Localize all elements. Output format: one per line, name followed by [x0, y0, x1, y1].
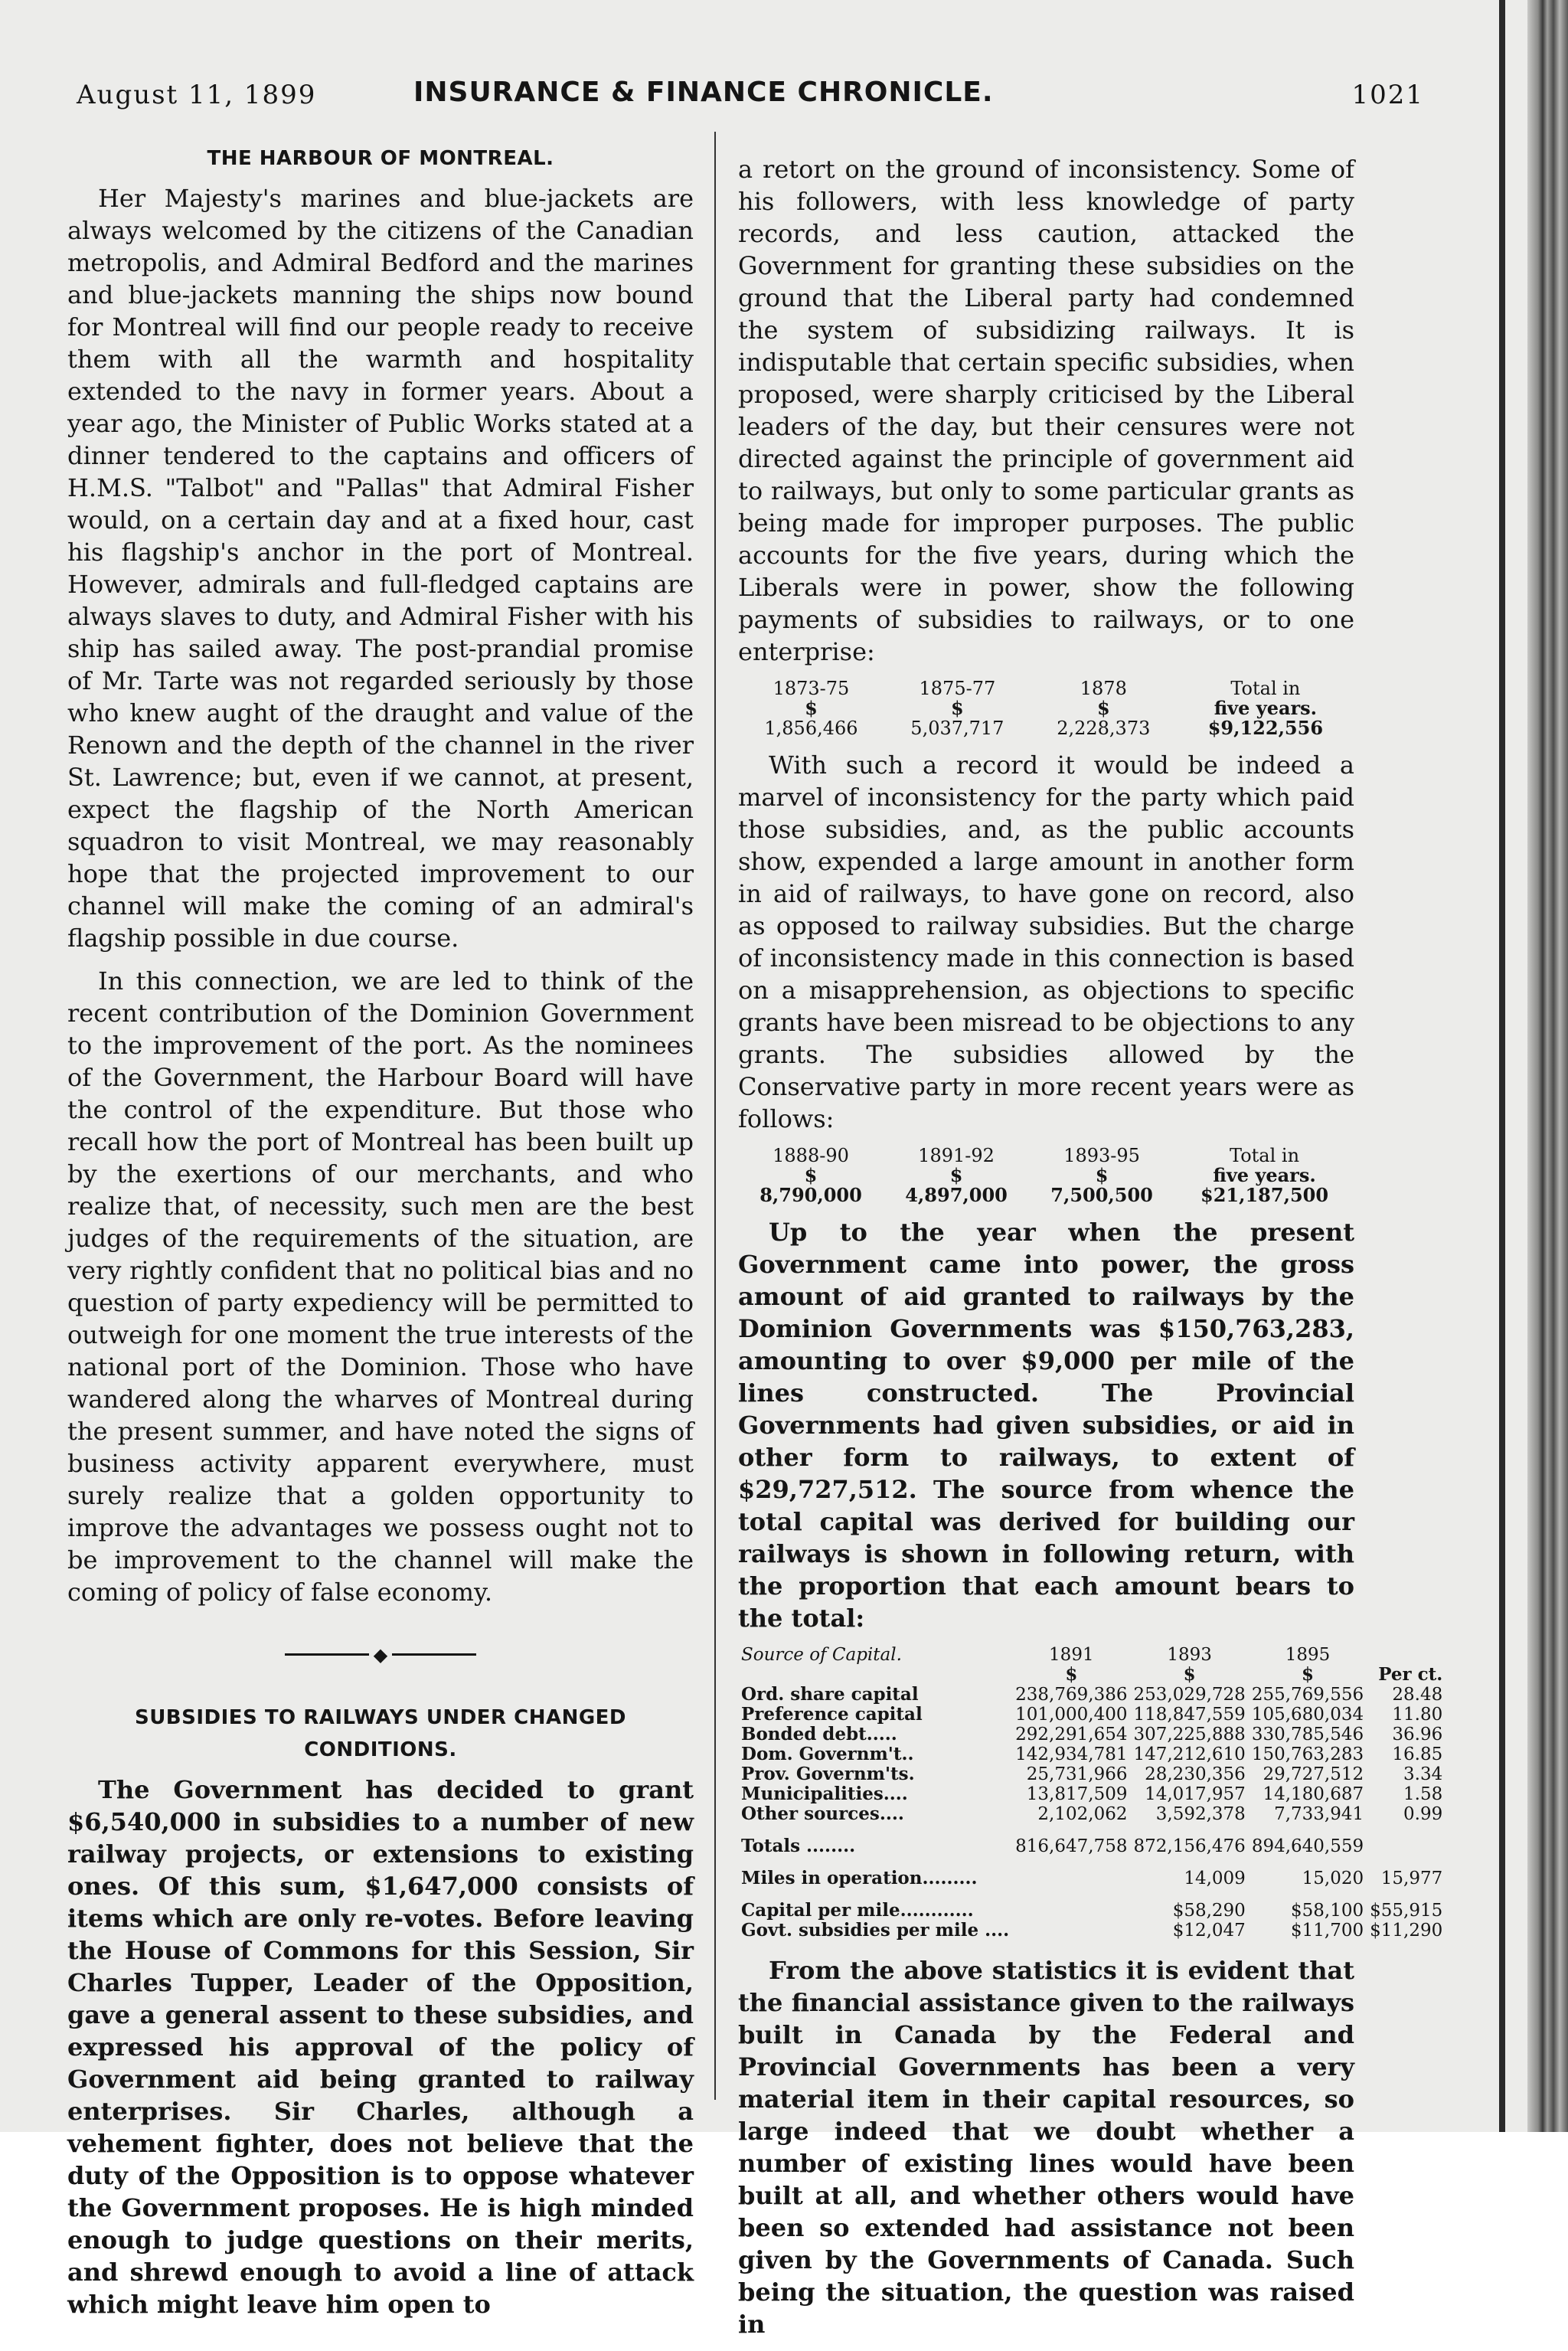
table-cell: 1.58 — [1403, 1784, 1443, 1804]
table-cell: 15,020 — [1302, 1869, 1364, 1888]
row-label: Capital per mile............ — [741, 1900, 974, 1921]
table-cell: 28,230,356 — [1145, 1764, 1246, 1784]
table-cell: 307,225,888 — [1133, 1725, 1246, 1744]
table-cell: 14,180,687 — [1263, 1784, 1364, 1804]
row-label: Ord. share capital — [741, 1684, 919, 1705]
table-row — [738, 1725, 1446, 1744]
amount-cell: 8,790,000 — [760, 1184, 862, 1206]
subheader-cell: $ — [1183, 1664, 1196, 1685]
unit-cell: $ — [804, 1164, 818, 1186]
article-heading-subsidies — [67, 1702, 694, 1766]
heading-line: SUBSIDIES TO RAILWAYS UNDER CHANGED — [134, 1705, 627, 1729]
table-cell: 150,763,283 — [1251, 1744, 1364, 1764]
table-cell: 28.48 — [1392, 1685, 1443, 1705]
table-cell: 3.34 — [1403, 1764, 1443, 1784]
ornament-rule — [392, 1653, 476, 1656]
row-label: Other sources.... — [741, 1803, 904, 1824]
row-label: Preference capital — [741, 1704, 923, 1725]
unit-cell: five years. — [1213, 1164, 1316, 1186]
table-cell — [1367, 1824, 1446, 1856]
table-cell: 816,647,758 — [1015, 1836, 1128, 1856]
table-cell: 253,029,728 — [1133, 1685, 1246, 1705]
table-cell: 14,017,957 — [1145, 1784, 1246, 1804]
row-label: Prov. Governm'ts. — [741, 1764, 915, 1784]
table-cell: 15,977 — [1380, 1869, 1443, 1888]
table-cell: 101,000,400 — [1015, 1705, 1128, 1725]
unit-cell: $ — [949, 1164, 963, 1186]
row-label: Dom. Governm't.. — [741, 1744, 914, 1764]
period-cell: 1891-92 — [918, 1145, 995, 1166]
unit-cell: $ — [951, 697, 964, 719]
table-cell: 13,817,509 — [1026, 1784, 1128, 1804]
table-cell: 11.80 — [1392, 1705, 1443, 1725]
amount-cell: 2,228,373 — [1057, 718, 1151, 739]
table-cell: 255,769,556 — [1251, 1685, 1364, 1705]
capital-per-mile-row — [738, 1888, 1446, 1921]
table-cell: 2,102,062 — [1037, 1804, 1128, 1824]
unit-cell: $ — [1096, 697, 1110, 719]
right-column — [738, 153, 1443, 2351]
issue-date: August 11, 1899 — [77, 80, 317, 110]
table-row — [738, 1784, 1446, 1804]
unit-cell: five years. — [1214, 697, 1318, 719]
miles-row — [738, 1856, 1446, 1888]
table-cell: 292,291,654 — [1015, 1725, 1128, 1744]
table-cell: $11,700 — [1291, 1921, 1364, 1941]
amount-cell: 4,897,000 — [905, 1184, 1008, 1206]
table-cell — [1012, 1856, 1130, 1888]
article-heading-harbour: THE HARBOUR OF MONTREAL. — [207, 147, 554, 170]
unit-cell: $ — [805, 697, 818, 719]
subheader-cell: Per ct. — [1378, 1664, 1443, 1685]
row-label: Bonded debt..... — [741, 1724, 897, 1744]
paragraph: From the above statistics it is evident that the financial assistance given to the railways built in Canada by the Federal and Provincial Governments has been a very material item in their capital resources, so large indeed that we doubt whether a number of existing lines would have been built at all, and whether others would have been so extended had assistance not been given by the Governments of Canada. Such being the situation, the question was raised in — [738, 1956, 1354, 2339]
paragraph: Up to the year when the present Government came into power, the gross amount of aid granted to railways by the Dominion Governments was $150,763,283, amounting to over $9,000 per mile of the lines constructed. The Provincial Governments had given subsidies, or aid in other form to railways, to extent of $29,727,512. The source from whence the total capital was derived for building our railways is shown in following return, with the proportion that each amount bears to the total: — [738, 1218, 1354, 1633]
table-cell: 105,680,034 — [1251, 1705, 1364, 1725]
subheader-cell — [738, 1665, 1012, 1685]
totals-row — [738, 1824, 1446, 1856]
period-cell: 1878 — [1080, 678, 1127, 699]
column-header: 1893 — [1167, 1645, 1212, 1665]
period-cell: 1888-90 — [773, 1145, 849, 1166]
amount-cell: 1,856,466 — [764, 718, 858, 739]
table-cell: 0.99 — [1403, 1804, 1443, 1824]
publication-title: INSURANCE & FINANCE CHRONICLE. — [413, 77, 994, 108]
period-cell: 1873-75 — [773, 678, 850, 699]
section-ornament — [67, 1637, 694, 1671]
page-number: 1021 — [1351, 80, 1424, 110]
paragraph: With such a record it would be indeed a marvel of inconsistency for the party which paid those subsidies, and, as the public accounts show, expended a large amount in another form in aid of railways, to have gone on record, also as opposed to railway subsidies. But the charge of inconsistency made in this connection is based on a misapprehension, as objections to specific grants have been misread to be objections to any grants. The subsidies allowed by the Conservative party in more recent years were as follows: — [738, 750, 1354, 1133]
table-cell: 872,156,476 — [1133, 1836, 1246, 1856]
amount-cell: $21,187,500 — [1200, 1184, 1329, 1206]
column-divider — [714, 132, 716, 2100]
period-cell: 1875-77 — [919, 678, 996, 699]
column-header: 1895 — [1285, 1645, 1331, 1665]
table-cell: $58,100 — [1291, 1901, 1364, 1921]
table-cell: 118,847,559 — [1133, 1705, 1246, 1725]
table-cell: 14,009 — [1184, 1869, 1246, 1888]
row-label: Govt. subsidies per mile .... — [741, 1920, 1010, 1941]
period-cell: Total in — [1230, 1145, 1300, 1166]
table-cell: $12,047 — [1172, 1921, 1246, 1941]
column-header — [1367, 1645, 1446, 1665]
paragraph: The Government has decided to grant $6,540,000 in subsidies to a number of new railway projects, or extensions to existing ones. Of this sum, $1,647,000 consists of items which are only re-votes. Before leaving the House of Commons for this Session, Sir Charles Tupper, Leader of the Opposition, gave a general assent to these subsidies, and expressed his approval of the policy of Government aid being granted to railway enterprises. Sir Charles, although a vehement fighter, does not believe that the duty of the Opposition is to oppose whatever the Government proposes. He is high minded enough to judge questions on their merits, and shrewd enough to avoid a line of attack which might leave him open to — [67, 1774, 694, 2319]
heading-line: CONDITIONS. — [304, 1738, 457, 1761]
unit-cell: $ — [1095, 1164, 1109, 1186]
left-column — [67, 142, 694, 2331]
paragraph: a retort on the ground of inconsistency. Some of his followers, with less knowledge of party records, and less caution, attacked the Government for granting these subsidies on the ground that the Liberal party had condemned the system of subsidizing railways. It is indisputable that certain specific subsidies, when proposed, were sharply criticised by the Liberal leaders of the day, but their censures were not directed against the principle of government aid to railways, but only to some particular grants as being made for improper purposes. The public accounts for the five years, during which the Liberals were in power, show the following payments of subsidies to railways, or to one enterprise: — [738, 155, 1354, 666]
period-cell: 1893-95 — [1063, 1145, 1140, 1166]
table-cell: $11,290 — [1370, 1921, 1443, 1941]
table-cell: 16.85 — [1392, 1744, 1443, 1764]
subheader-cell: $ — [1065, 1664, 1078, 1685]
table-cell: 147,212,610 — [1133, 1744, 1246, 1764]
table-cell: $58,290 — [1172, 1901, 1246, 1921]
table-row — [738, 1764, 1446, 1784]
subheader-cell: $ — [1301, 1664, 1314, 1685]
capital-sources-table — [738, 1645, 1446, 1941]
table-row — [738, 1705, 1446, 1725]
table-cell: 330,785,546 — [1251, 1725, 1364, 1744]
row-label: Municipalities.... — [741, 1784, 908, 1804]
table-cell — [1012, 1888, 1130, 1921]
table-cell: 25,731,966 — [1026, 1764, 1128, 1784]
table-row — [738, 1685, 1446, 1705]
table-cell: 36.96 — [1392, 1725, 1443, 1744]
conservative-subsidies-table — [738, 1146, 1354, 1205]
ornament-diamond-icon: ◆ — [373, 1643, 388, 1666]
column-header: Source of Capital. — [741, 1645, 902, 1665]
table-cell: 7,733,941 — [1274, 1804, 1364, 1824]
page-header — [77, 77, 1424, 115]
table-cell: $55,915 — [1370, 1901, 1443, 1921]
amount-cell: $9,122,556 — [1207, 717, 1324, 739]
table-cell: 3,592,378 — [1155, 1804, 1246, 1824]
table-cell — [1012, 1921, 1130, 1941]
ornament-rule — [285, 1653, 369, 1656]
gutter-shadow — [1499, 0, 1505, 2132]
govt-subsidies-row — [738, 1921, 1446, 1941]
table-cell: 894,640,559 — [1251, 1836, 1364, 1856]
row-label: Totals ........ — [741, 1836, 856, 1856]
paragraph: Her Majesty's marines and blue-jackets are always welcomed by the citizens of the Canadian metropolis, and Admiral Bedford and the marines and blue-jackets manning the ships now bound for Montreal will find our people ready to receive them with all the warmth and hospitality extended to the navy in former years. About a year ago, the Minister of Public Works stated at a dinner tendered to the captains and officers of H.M.S. "Talbot" and "Pallas" that Admiral Fisher would, on a certain day and at a fixed hour, cast his flagship's anchor in the port of Montreal. However, admirals and full-fledged captains are always slaves to duty, and Admiral Fisher with his ship has sailed away. The post-prandial promise of Mr. Tarte was not regarded seriously by those who knew aught of the draught and value of the Renown and the depth of the channel in the river St. Lawrence; but, even if we cannot, at present, expect the flagship of the North American squadron to visit Montreal, we may reasonably hope that the projected improvement to our channel will make the coming of an admiral's flagship possible in due course. — [67, 184, 694, 953]
table-cell: 238,769,386 — [1015, 1685, 1128, 1705]
period-cell: Total in — [1230, 678, 1301, 699]
table-row — [738, 1744, 1446, 1764]
table-cell: 29,727,512 — [1263, 1764, 1364, 1784]
amount-cell: 5,037,717 — [910, 718, 1004, 739]
book-edge — [1527, 0, 1568, 2132]
liberal-subsidies-table — [738, 678, 1354, 738]
column-header: 1891 — [1049, 1645, 1094, 1665]
paragraph: In this connection, we are led to think of the recent contribution of the Dominion Government to the improvement of the port. As the nominees of the Government, the Harbour Board will have the control of the expenditure. But those who recall how the port of Montreal has been built up by the exertions of our merchants, and who realize that, of necessity, such men are the best judges of the requirements of the situation, are very rightly confident that no political bias and no question of party expediency will be permitted to outweigh for one moment the true interests of the national port of the Dominion. Those who have wandered along the wharves of Montreal during the present summer, and have noted the signs of business activity apparent everywhere, must surely realize that a golden opportunity to improve the advantages we possess ought not to be improvement to the channel will make the coming of policy of false economy. — [67, 966, 694, 1607]
table-cell: 142,934,781 — [1015, 1744, 1128, 1764]
amount-cell: 7,500,500 — [1050, 1184, 1153, 1206]
row-label: Miles in operation......... — [741, 1868, 978, 1888]
table-row — [738, 1804, 1446, 1824]
